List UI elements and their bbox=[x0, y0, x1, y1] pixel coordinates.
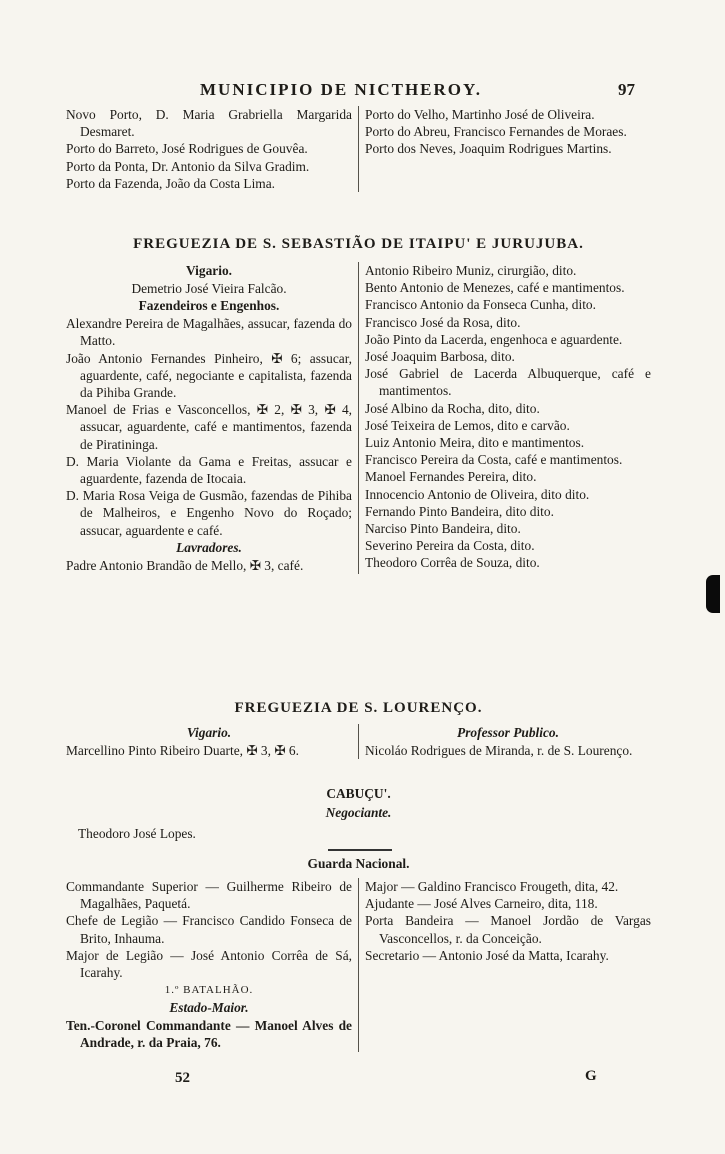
lavrador-entry: Luiz Antonio Meira, dito e mantimentos. bbox=[365, 435, 585, 451]
ports-block bbox=[66, 106, 651, 192]
lavrador-entry: Theodoro Corrêa de Souza, dito. bbox=[365, 555, 540, 571]
lavradores-heading: Lavradores. bbox=[176, 539, 242, 555]
lavrador-entry: Bento Antonio de Menezes, café e mantimentos. bbox=[365, 280, 625, 296]
officer-entry: Porta Bandeira — Manoel Jordão de Vargas Vasconcellos, r. da Conceição. bbox=[365, 913, 651, 946]
section-title-cabucu: CABUÇU'. bbox=[326, 786, 391, 801]
port-entry: Porto da Fazenda, João da Costa Lima. bbox=[66, 175, 275, 191]
negociante-heading: Negociante. bbox=[325, 805, 392, 820]
signature-mark: 52 bbox=[175, 1070, 190, 1086]
lavrador-entry: João Pinto da Lacerda, engenhoca e aguardente. bbox=[365, 331, 623, 347]
lavrador-entry: Severino Pereira da Costa, dito. bbox=[365, 538, 535, 554]
lavrador-entry: Narciso Pinto Bandeira, dito. bbox=[365, 521, 521, 537]
page-header bbox=[0, 80, 725, 102]
officer-entry: Commandante Superior — Guilherme Ribeiro de Magalhães, Paquetá. bbox=[66, 879, 352, 912]
itaipu-block bbox=[66, 262, 651, 574]
lavrador-entry: José Albino da Rocha, dito, dito. bbox=[365, 400, 540, 416]
page-number: 97 bbox=[618, 80, 635, 99]
fazendeiro-entry: Alexandre Pereira de Magalhães, assucar, fazenda do Matto. bbox=[66, 316, 352, 349]
section-title-lourenco: FREGUEZIA DE S. LOURENÇO. bbox=[234, 700, 483, 716]
guarda-heading: Guarda Nacional. bbox=[307, 856, 410, 871]
port-entry: Porto do Abreu, Francisco Fernandes de Moraes. bbox=[365, 124, 627, 140]
fazendeiro-entry: João Antonio Fernandes Pinheiro, ✠ 6; assucar, aguardente, café, negociante e capitalista, fazenda da Pihiba Grande. bbox=[66, 350, 352, 401]
estado-maior-heading: Estado-Maior. bbox=[169, 1000, 249, 1016]
vigario-entry: Demetrio José Vieira Falcão. bbox=[131, 281, 287, 296]
officer-entry: Major — Galdino Francisco Frougeth, dita, 42. bbox=[365, 879, 619, 894]
lavrador-entry: Fernando Pinto Bandeira, dito dito. bbox=[365, 503, 554, 519]
gathering-mark: G bbox=[585, 1068, 597, 1084]
lourenco-block bbox=[66, 724, 651, 759]
port-entry: Novo Porto, D. Maria Grabriella Margarida Desmaret. bbox=[66, 107, 352, 140]
port-entry: Porto dos Neves, Joaquim Rodrigues Martins. bbox=[365, 141, 612, 157]
vigario-heading: Vigario. bbox=[186, 263, 232, 278]
professor-heading: Professor Publico. bbox=[457, 725, 559, 740]
port-entry: Porto do Barreto, José Rodrigues de Gouvêa. bbox=[66, 141, 308, 157]
lavrador-entry: Manoel Fernandes Pereira, dito. bbox=[365, 469, 537, 485]
lavrador-entry: Padre Antonio Brandão de Mello, ✠ 3, café. bbox=[66, 557, 304, 573]
lavrador-entry: José Gabriel de Lacerda Albuquerque, café e mantimentos. bbox=[365, 366, 651, 399]
ink-blot bbox=[706, 575, 720, 613]
lavrador-entry: Innocencio Antonio de Oliveira, dito dito. bbox=[365, 486, 590, 502]
professor-entry: Nicoláo Rodrigues de Miranda, r. de S. Lourenço. bbox=[365, 743, 633, 758]
batalhao-heading: 1.º BATALHÃO. bbox=[164, 984, 254, 997]
fazendeiro-entry: D. Maria Violante da Gama e Freitas, assucar e aguardente, fazenda de Itocaia. bbox=[66, 453, 352, 487]
vigario-entry: Marcellino Pinto Ribeiro Duarte, ✠ 3, ✠ 6. bbox=[66, 743, 299, 758]
port-entry: Porto da Ponta, Dr. Antonio da Silva Gradim. bbox=[66, 158, 310, 174]
officer-entry: Chefe de Legião — Francisco Candido Fonseca de Brito, Inhauma. bbox=[66, 913, 352, 946]
lavrador-entry: Antonio Ribeiro Muniz, cirurgião, dito. bbox=[365, 263, 577, 278]
lavrador-entry: Francisco José da Rosa, dito. bbox=[365, 314, 521, 330]
officer-entry: Secretario — Antonio José da Matta, Icarahy. bbox=[365, 947, 609, 963]
guarda-block bbox=[66, 878, 651, 1052]
negociante-entry: Theodoro José Lopes. bbox=[78, 826, 196, 841]
section-title-itaipu: FREGUEZIA DE S. SEBASTIÃO DE ITAIPU' E JURUJUBA. bbox=[133, 236, 584, 252]
officer-entry: Ajudante — José Alves Carneiro, dita, 118. bbox=[365, 896, 598, 912]
lavrador-entry: José Teixeira de Lemos, dito e carvão. bbox=[365, 417, 570, 433]
lavrador-entry: Francisco Antonio da Fonseca Cunha, dito. bbox=[365, 297, 596, 313]
lavrador-entry: José Joaquim Barbosa, dito. bbox=[365, 349, 515, 365]
lavrador-entry: Francisco Pereira da Costa, café e mantimentos. bbox=[365, 452, 623, 468]
vigario-heading: Vigario. bbox=[186, 725, 232, 740]
fazendeiro-entry: D. Maria Rosa Veiga de Gusmão, fazendas de Pihiba de Malheiros, e Engenho Novo do Roçado; assucar, aguardente e café. bbox=[66, 488, 352, 538]
fazendeiros-heading: Fazendeiros e Engenhos. bbox=[138, 298, 280, 314]
port-entry: Porto do Velho, Martinho José de Oliveira. bbox=[365, 107, 595, 122]
fazendeiro-entry: Manoel de Frias e Vasconcellos, ✠ 2, ✠ 3, ✠ 4, assucar, aguardente, café e mantimentos, fazenda de Piratininga. bbox=[66, 402, 352, 452]
officer-entry: Major de Legião — José Antonio Corrêa de Sá, Icarahy. bbox=[66, 947, 352, 981]
page-title: MUNICIPIO DE NICTHEROY. bbox=[200, 80, 482, 99]
officer-entry: Ten.-Coronel Commandante — Manoel Alves de Andrade, r. da Praia, 76. bbox=[66, 1018, 352, 1051]
divider-rule bbox=[328, 849, 392, 851]
